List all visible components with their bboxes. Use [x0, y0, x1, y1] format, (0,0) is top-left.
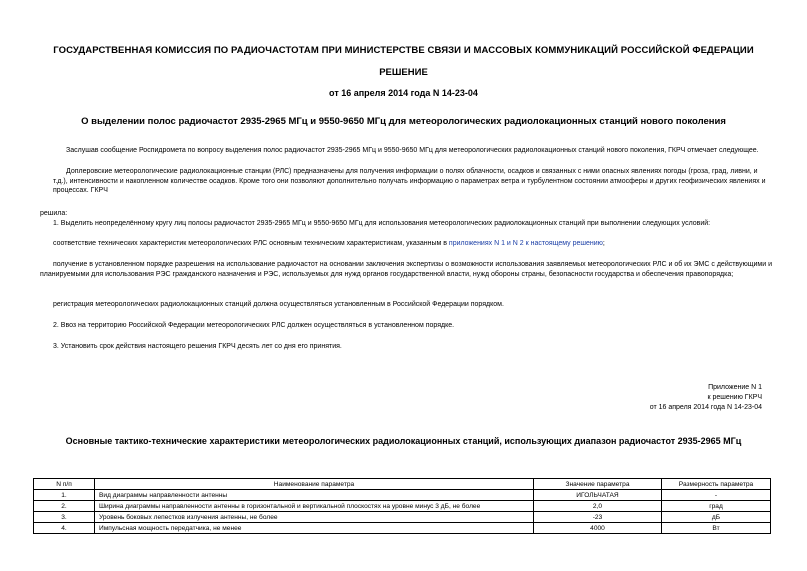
parameters-table: [33, 478, 771, 534]
condition-1: [53, 239, 772, 249]
condition-1-text: соответствие технических характеристик метеорологических РЛС основным техническим характеристикам, указанным в: [53, 240, 449, 247]
header-parameter-name: Наименование параметра: [95, 479, 534, 490]
row-number: 2.: [34, 501, 95, 512]
row-parameter: Вид диаграммы направленности антенны: [95, 490, 534, 501]
appendix-ref: к решению ГКРЧ: [707, 394, 762, 401]
appendix-title: Основные тактико-технические характеристики метеорологических радиолокационных станций, использующих диапазон радиочастот 2935-2965 МГц: [65, 436, 742, 446]
row-value: 4000: [534, 523, 662, 534]
condition-2: получение в установленном порядке разрешения на использование радиочастот на основании заключения экспертизы о возможности использования заявляемых метеорологических РЛС и об их ЭМС с действующими и планируемыми для использования РЭС гражданского назначения и РЭС, используемых для нужд органов государственной власти, нужд обороны страны, безопасности государства и обеспечения правопорядка;: [40, 261, 772, 278]
decision-heading: РЕШЕНИЕ: [379, 67, 428, 78]
appendix-link[interactable]: приложениях N 1 и N 2 к настоящему решению: [448, 240, 603, 247]
header-number: N п/п: [34, 479, 95, 490]
row-parameter: Ширина диаграммы направленности антенны в горизонтальной и вертикальной плоскостях на уровне минус 3 дБ, не более: [95, 501, 534, 512]
table-row: [34, 523, 771, 534]
row-unit: дБ: [662, 512, 771, 523]
row-value: ИГОЛЬЧАТАЯ: [534, 490, 662, 501]
condition-1-end: ;: [602, 240, 605, 247]
table-header-row: [34, 479, 771, 490]
header-parameter-unit: Размерность параметра: [662, 479, 771, 490]
row-number: 1.: [34, 490, 95, 501]
row-number: 3.: [34, 512, 95, 523]
row-unit: Вт: [662, 523, 771, 534]
appendix-date: от 16 апреля 2014 года N 14-23-04: [649, 404, 762, 411]
item-3: 3. Установить срок действия настоящего решения ГКРЧ десять лет со дня его принятия.: [53, 343, 342, 350]
commission-heading: ГОСУДАРСТВЕННАЯ КОМИССИЯ ПО РАДИОЧАСТОТАМ ПРИ МИНИСТЕРСТВЕ СВЯЗИ И МАССОВЫХ КОММУНИКАЦИЙ РОССИЙСКОЙ ФЕДЕРАЦИИ: [53, 45, 754, 56]
row-value: 2,0: [534, 501, 662, 512]
row-parameter: Уровень боковых лепестков излучения антенны, не более: [95, 512, 534, 523]
appendix-label: Приложение N 1: [708, 384, 762, 391]
table-row: [34, 490, 771, 501]
paragraph-doppler: Доплеровские метеорологические радиолокационные станции (РЛС) предназначены для получения информации о полях облачности, осадков и связанных с ними опасных явлениях погоды (гроза, град, ливни, и т.д.), интенсивности и накопленном количестве осадков. Кроме того они позволяют дополнительно получать информацию о параметрах ветра и турбулентном состоянии атмосферы и других геофизических явлениях и процессах. ГКРЧ: [53, 168, 766, 194]
paragraph-intro: Заслушав сообщение Роспидромета по вопросу выделения полос радиочастот 2935-2965 МГц и 9550-9650 МГц для метеорологических радиолокационных станций нового поколения, ГКРЧ отмечает следующее.: [66, 147, 759, 154]
decision-title: О выделении полос радиочастот 2935-2965 МГц и 9550-9650 МГц для метеорологических радиолокационных станций нового поколения: [81, 116, 726, 127]
row-value: -23: [534, 512, 662, 523]
header-parameter-value: Значение параметра: [534, 479, 662, 490]
row-unit: град: [662, 501, 771, 512]
condition-3: регистрация метеорологических радиолокационных станций должна осуществляться установленным в Российской Федерации порядком.: [53, 301, 504, 308]
row-parameter: Импульсная мощность передатчика, не менее: [95, 523, 534, 534]
table-row: [34, 512, 771, 523]
item-1: 1. Выделить неопределённому кругу лиц полосы радиочастот 2935-2965 МГц и 9550-9650 МГц для использования метеорологических радиолокационных станций при выполнении следующих условий:: [53, 220, 711, 227]
table-row: [34, 501, 771, 512]
row-unit: -: [662, 490, 771, 501]
resolved-label: решила:: [40, 210, 68, 217]
item-2: 2. Ввоз на территорию Российской Федерации метеорологических РЛС должен осуществляться в установленном порядке.: [53, 322, 455, 329]
decision-date: от 16 апреля 2014 года N 14-23-04: [329, 88, 478, 98]
row-number: 4.: [34, 523, 95, 534]
